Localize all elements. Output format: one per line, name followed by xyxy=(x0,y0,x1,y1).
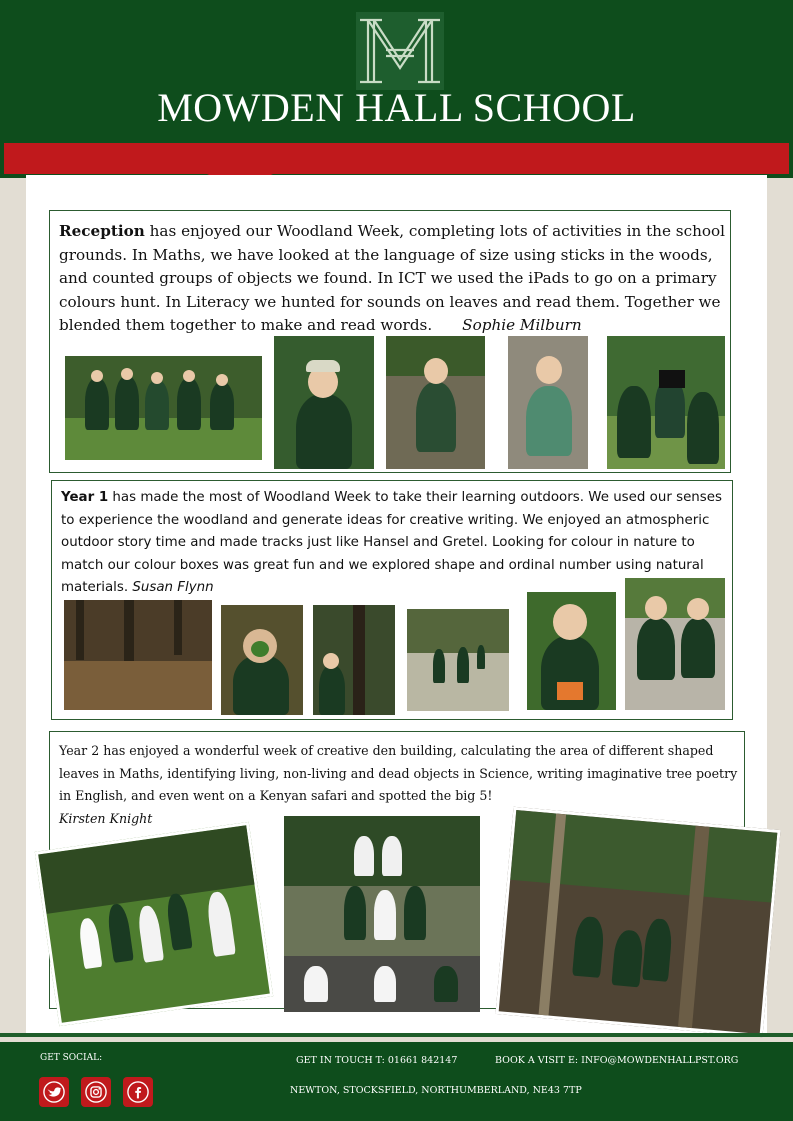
school-name: MOWDEN HALL SCHOOL xyxy=(157,85,636,130)
reception-photo-girl-path xyxy=(386,336,485,469)
year2-photo-group-bench xyxy=(284,816,480,1012)
reception-photo-girl-pot xyxy=(508,336,588,469)
footer-book-visit[interactable]: BOOK A VISIT E: INFO@MOWDENHALLPST.ORG xyxy=(495,1055,739,1066)
reception-photo-ipads xyxy=(607,336,725,469)
footer-contact[interactable]: GET IN TOUCH T: 01661 842147 xyxy=(296,1055,458,1066)
reception-text xyxy=(59,220,727,338)
twitter-icon[interactable] xyxy=(39,1077,69,1107)
instagram-icon[interactable] xyxy=(81,1077,111,1107)
school-logo-icon xyxy=(356,12,444,90)
footer-address: NEWTON, STOCKSFIELD, NORTHUMBERLAND, NE43 7TP xyxy=(290,1085,582,1096)
year1-photo-girl-leaf xyxy=(221,605,303,715)
facebook-icon[interactable] xyxy=(123,1077,153,1107)
year1-photo-trees xyxy=(313,605,395,715)
footer-get-social: GET SOCIAL: xyxy=(40,1053,103,1063)
header-banner xyxy=(0,0,793,150)
reception-photo-group xyxy=(65,356,262,460)
reception-lead: Reception xyxy=(59,222,145,240)
year1-photo-boy-box xyxy=(527,592,616,710)
year2-signature: Kirsten Knight xyxy=(59,810,153,826)
year1-body: has made the most of Woodland Week to take their learning outdoors. We used our senses to experience the woodland and generate ideas for creative writing. We enjoyed an atmospheric outdoor story time and made tracks just like Hansel and Gretel. Looking for colour in nature to match our colour boxes was great fun and we explored shape and ordinal number using natural materials. xyxy=(61,490,722,596)
year1-lead: Year 1 xyxy=(61,490,109,505)
reception-signature: Sophie Milburn xyxy=(462,316,582,335)
year2-photo-den-building xyxy=(495,807,780,1038)
footer-divider xyxy=(0,1033,793,1037)
reception-body: has enjoyed our Woodland Week, completing lots of activities in the school grounds. In Maths, we have looked at the language of size using sticks in the woods, and counted groups of objects we found. In ICT we used the iPads to go on a primary colours hunt. In Literacy we hunted for sounds on leaves and read them. Together we blended them together to make and read words. xyxy=(59,222,726,335)
year1-photo-woodland-floor xyxy=(64,600,212,710)
year1-photo-path-walk xyxy=(407,609,509,711)
year2-body: Year 2 has enjoyed a wonderful week of creative den building, calculating the area of different shaped leaves in Maths, identifying living, non-living and dead objects in Science, writing imaginative tree poetry in English, and even went on a Kenyan safari and spotted the big 5! xyxy=(59,743,738,804)
year2-photo-safari-lawn xyxy=(35,822,273,1026)
year1-signature: Susan Flynn xyxy=(132,580,214,596)
year1-photo-girls-sand xyxy=(625,578,725,710)
footer xyxy=(0,1042,793,1121)
reception-photo-boy-cap xyxy=(274,336,374,469)
